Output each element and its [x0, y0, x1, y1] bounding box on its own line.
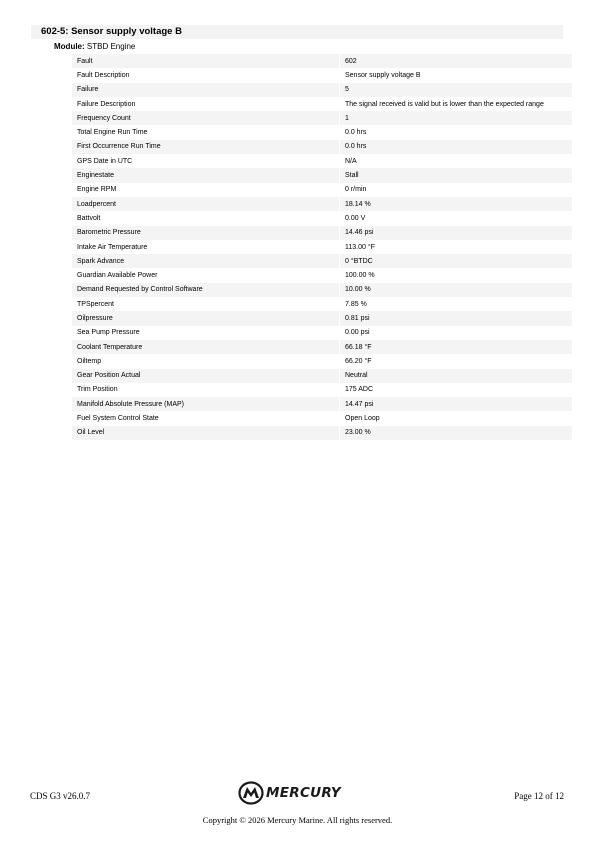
parameter-value: 10.00 %: [340, 283, 573, 297]
parameter-value: 66.20 °F: [340, 354, 573, 368]
parameter-value: 0.00 V: [340, 211, 573, 225]
parameter-value: 5: [340, 83, 573, 97]
page-number: Page 12 of 12: [514, 791, 564, 801]
parameter-value: 66.18 °F: [340, 340, 573, 354]
parameter-name: Coolant Temperature: [72, 340, 340, 354]
table-row: [72, 354, 572, 368]
fault-parameter-table: [72, 54, 572, 440]
table-row: [72, 83, 572, 97]
parameter-value: 1: [340, 111, 573, 125]
parameter-value: 0.0 hrs: [340, 140, 573, 154]
table-row: [72, 397, 572, 411]
table-row: [72, 283, 572, 297]
table-row: [72, 97, 572, 111]
parameter-name: Intake Air Temperature: [72, 240, 340, 254]
table-row: [72, 369, 572, 383]
fault-title: 602-5: Sensor supply voltage B: [31, 25, 563, 39]
table-row: [72, 383, 572, 397]
parameter-name: Engine RPM: [72, 183, 340, 197]
parameter-name: Oiltemp: [72, 354, 340, 368]
parameter-name: Failure Description: [72, 97, 340, 111]
table-row: [72, 297, 572, 311]
parameter-value: 23.00 %: [340, 426, 573, 440]
parameter-name: Enginestate: [72, 168, 340, 182]
parameter-value: 18.14 %: [340, 197, 573, 211]
parameter-name: First Occurrence Run Time: [72, 140, 340, 154]
mercury-logo: [238, 781, 341, 805]
parameter-name: GPS Date in UTC: [72, 154, 340, 168]
parameter-name: Oilpressure: [72, 311, 340, 325]
parameter-value: 175 ADC: [340, 383, 573, 397]
parameter-name: Battvolt: [72, 211, 340, 225]
table-row: [72, 311, 572, 325]
table-row: [72, 140, 572, 154]
parameter-value: 100.00 %: [340, 268, 573, 282]
module-label: Module:: [54, 42, 85, 51]
parameter-value: 7.85 %: [340, 297, 573, 311]
parameter-name: Frequency Count: [72, 111, 340, 125]
table-row: [72, 326, 572, 340]
parameter-name: Gear Position Actual: [72, 369, 340, 383]
parameter-value: 0.81 psi: [340, 311, 573, 325]
table-row: [72, 168, 572, 182]
parameter-value: Neutral: [340, 369, 573, 383]
parameter-name: Oil Level: [72, 426, 340, 440]
table-row: [72, 411, 572, 425]
module-line: [54, 41, 135, 52]
parameter-value: 0.00 psi: [340, 326, 573, 340]
parameter-value: The signal received is valid but is lower than the expected range: [340, 97, 573, 111]
parameter-name: Trim Position: [72, 383, 340, 397]
parameter-value: 14.46 psi: [340, 226, 573, 240]
table-row: [72, 268, 572, 282]
parameter-name: Guardian Available Power: [72, 268, 340, 282]
parameter-value: N/A: [340, 154, 573, 168]
parameter-value: Stall: [340, 168, 573, 182]
table-row: [72, 240, 572, 254]
parameter-name: Total Engine Run Time: [72, 125, 340, 139]
table-row: [72, 426, 572, 440]
parameter-name: Demand Requested by Control Software: [72, 283, 340, 297]
parameter-value: 14.47 psi: [340, 397, 573, 411]
mercury-m-icon: [238, 781, 264, 805]
parameter-name: Fuel System Control State: [72, 411, 340, 425]
mercury-wordmark: MERCURY: [266, 785, 341, 801]
table-row: [72, 54, 572, 68]
parameter-name: Spark Advance: [72, 254, 340, 268]
table-row: [72, 197, 572, 211]
table-row: [72, 226, 572, 240]
parameter-value: 0 °BTDC: [340, 254, 573, 268]
parameter-value: 0.0 hrs: [340, 125, 573, 139]
parameter-name: Barometric Pressure: [72, 226, 340, 240]
table-row: [72, 340, 572, 354]
table-row: [72, 125, 572, 139]
parameter-name: Fault Description: [72, 68, 340, 82]
parameter-name: Loadpercent: [72, 197, 340, 211]
parameter-name: TPSpercent: [72, 297, 340, 311]
copyright-notice: Copyright © 2026 Mercury Marine. All rights reserved.: [202, 815, 393, 825]
parameter-name: Failure: [72, 83, 340, 97]
parameter-name: Sea Pump Pressure: [72, 326, 340, 340]
table-row: [72, 211, 572, 225]
parameter-value: Open Loop: [340, 411, 573, 425]
parameter-value: Sensor supply voltage B: [340, 68, 573, 82]
software-version: CDS G3 v26.0.7: [30, 791, 91, 801]
module-value: STBD Engine: [86, 42, 136, 51]
table-row: [72, 111, 572, 125]
parameter-value: 0 r/min: [340, 183, 573, 197]
parameter-value: 602: [340, 54, 573, 68]
parameter-name: Fault: [72, 54, 340, 68]
table-row: [72, 254, 572, 268]
parameter-name: Manifold Absolute Pressure (MAP): [72, 397, 340, 411]
table-row: [72, 154, 572, 168]
parameter-value: 113.00 °F: [340, 240, 573, 254]
table-row: [72, 68, 572, 82]
table-row: [72, 183, 572, 197]
